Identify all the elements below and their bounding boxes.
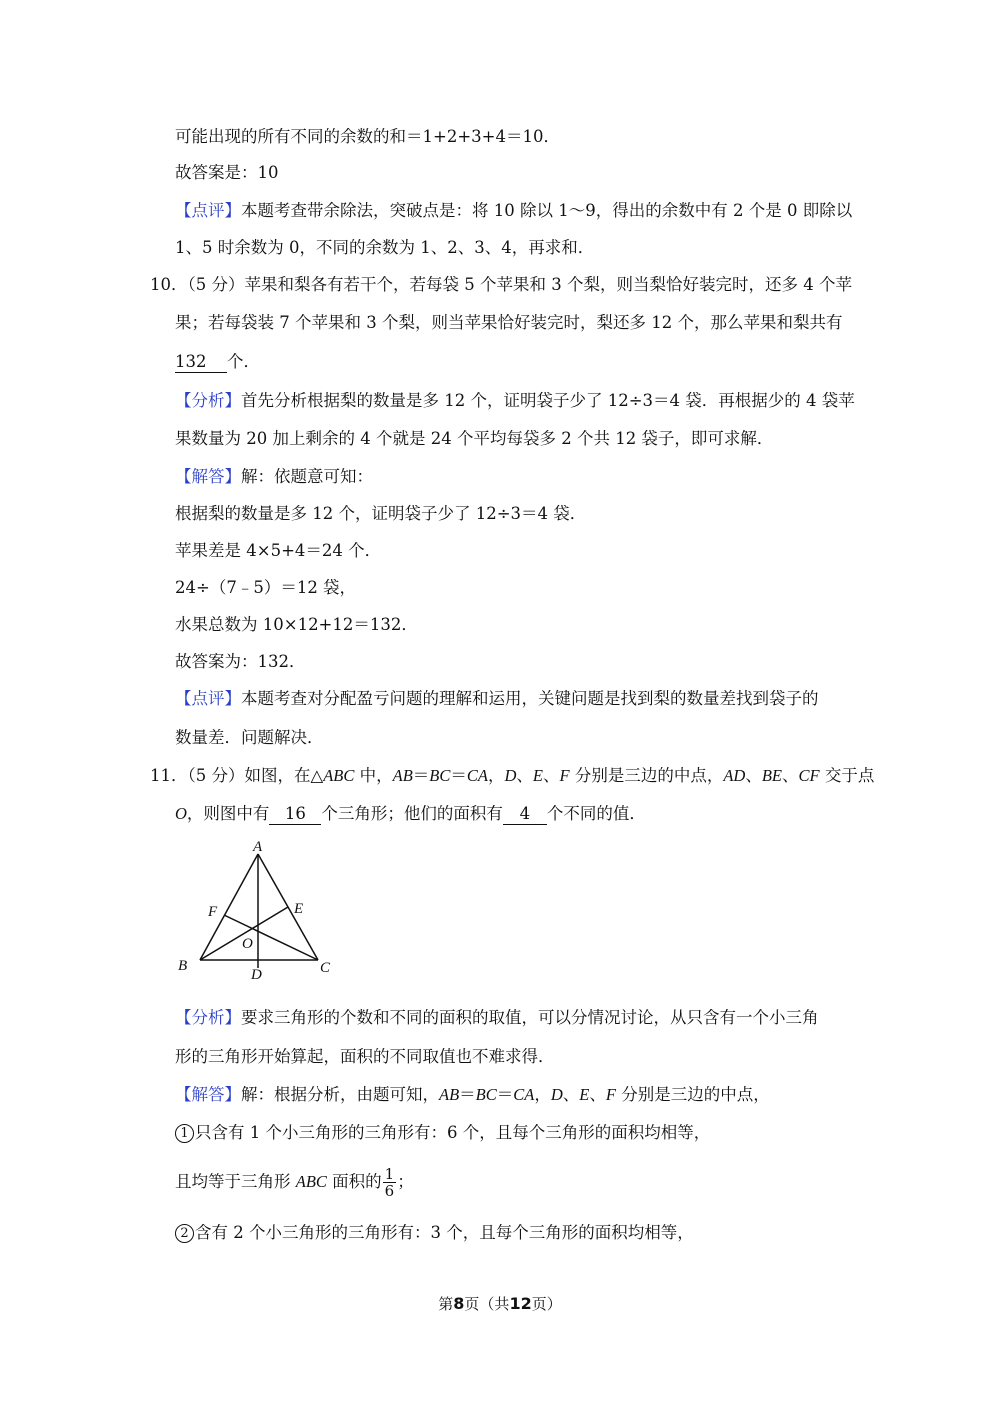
question-10-line: 10．（5 分）苹果和梨各有若干个，若每袋 5 个苹果和 3 个梨，则当梨恰好装完时，还多 4 个苹: [150, 275, 852, 294]
label-e: E: [294, 901, 304, 917]
circled-number: 1: [175, 1124, 194, 1143]
question-number: 11．: [150, 766, 188, 785]
text-line: 故答案是：10: [175, 163, 279, 182]
label-c: C: [320, 960, 331, 976]
comment-tag: 【点评】: [175, 689, 241, 708]
answer-blank: 16: [269, 804, 321, 825]
page-footer: 第8页（共12页）: [438, 1294, 562, 1313]
analysis-line: 【分析】要求三角形的个数和不同的面积的取值，可以分情况讨论，从只含有一个小三角: [175, 1008, 819, 1027]
text-line: 且均等于三角形 ABC 面积的 $\frac{1}{6}$ ；: [175, 1165, 414, 1200]
text-line: 2 含有 2 个小三角形的三角形有：3 个，且每个三角形的面积均相等，: [175, 1222, 694, 1244]
comment-line: 【点评】本题考查对分配盈亏问题的理解和运用，关键问题是找到梨的数量差找到袋子的: [175, 689, 819, 708]
page-total: 12: [509, 1294, 532, 1313]
analysis-tag: 【分析】: [175, 1008, 241, 1027]
text-line: 水果总数为 10×12+12＝132．: [175, 615, 418, 634]
text-line: 24÷（7﹣5）＝12 袋，: [175, 578, 357, 597]
text-line: 果；若每袋装 7 个苹果和 3 个梨，则当苹果恰好装完时，梨还多 12 个，那么苹果和梨共有: [175, 313, 843, 332]
comment-tag: 【点评】: [175, 201, 241, 220]
text-line: 苹果差是 4×5+4＝24 个．: [175, 541, 382, 560]
solution-line: 【解答】解：依题意可知：: [175, 467, 373, 486]
text-line: 果数量为 20 加上剩余的 4 个就是 24 个平均每袋多 2 个共 12 袋子，即可求解．: [175, 429, 774, 448]
label-d: D: [251, 967, 262, 981]
solution-line: 【解答】解：根据分析，由题可知，AB＝BC＝CA，D、E、F 分别是三边的中点，: [175, 1085, 770, 1104]
text-line: 1 只含有 1 个小三角形的三角形有：6 个，且每个三角形的面积均相等，: [175, 1122, 710, 1144]
text-line: 1、5 时余数为 0，不同的余数为 1、2、3、4，再求和．: [175, 238, 595, 257]
text-line: 根据梨的数量是多 12 个，证明袋子少了 12÷3＝4 袋．: [175, 504, 587, 523]
text-line: O，则图中有 16 个三角形；他们的面积有 4 个不同的值．: [175, 804, 646, 823]
label-a: A: [253, 839, 263, 855]
label-o: O: [242, 936, 253, 952]
label-f: F: [208, 904, 218, 920]
triangle-figure: [170, 836, 350, 981]
answer-blank: 4: [503, 804, 547, 825]
text-line: 故答案为：132．: [175, 652, 306, 671]
solution-tag: 【解答】: [175, 1085, 241, 1104]
page-number: 8: [453, 1294, 465, 1313]
question-number: 10．: [150, 275, 188, 294]
text-line: 132 个．: [175, 352, 260, 371]
text-line: 形的三角形开始算起，面积的不同取值也不难求得．: [175, 1047, 555, 1066]
solution-tag: 【解答】: [175, 467, 241, 486]
text-line: 数量差．问题解决．: [175, 728, 324, 747]
answer-blank: 132: [175, 352, 227, 373]
analysis-tag: 【分析】: [175, 391, 241, 410]
question-11-line: 11．（5 分）如图，在△ABC 中，AB＝BC＝CA，D、E、F 分别是三边的中点，AD、BE、CF 交于点: [150, 766, 875, 785]
fraction: $\frac{1}{6}$: [384, 1165, 395, 1200]
circled-number: 2: [175, 1224, 194, 1243]
text-line: 可能出现的所有不同的余数的和＝1+2+3+4＝10．: [175, 127, 560, 146]
analysis-line: 【分析】首先分析根据梨的数量是多 12 个，证明袋子少了 12÷3＝4 袋．再根据少的 4 袋苹: [175, 391, 855, 410]
label-b: B: [178, 958, 188, 974]
comment-line: 【点评】本题考查带余除法，突破点是：将 10 除以 1～9，得出的余数中有 2 个是 0 即除以: [175, 201, 853, 220]
